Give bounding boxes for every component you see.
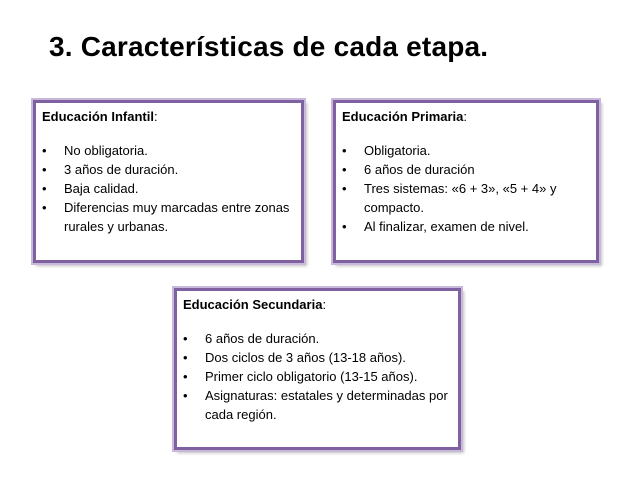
secundaria-heading-text: Educación Secundaria [183, 297, 323, 312]
list-item-text: Obligatoria. [364, 143, 431, 158]
primaria-heading [342, 108, 588, 125]
bullet-icon: • [183, 331, 188, 346]
list-item [342, 217, 588, 236]
bullet-icon: • [42, 143, 47, 158]
list-item-text: Diferencias muy marcadas entre zonas rurales y urbanas. [64, 200, 290, 234]
bullet-icon: • [183, 388, 188, 403]
infantil-heading [42, 108, 293, 125]
list-item-text: Asignaturas: estatales y determinadas por cada región. [205, 388, 448, 422]
list-item [42, 141, 293, 160]
infantil-heading-colon: : [153, 109, 158, 124]
list-item [342, 160, 588, 179]
primaria-heading-colon: : [463, 109, 468, 124]
list-item-text: 6 años de duración. [205, 331, 320, 346]
secundaria-heading [183, 296, 450, 313]
bullet-icon: • [183, 369, 188, 384]
list-item-text: Tres sistemas: «6 + 3», «5 + 4» y compacto. [364, 181, 557, 215]
bullet-icon: • [342, 162, 347, 177]
bullet-icon: • [183, 350, 188, 365]
bullet-icon: • [342, 143, 347, 158]
list-item-text: No obligatoria. [64, 143, 148, 158]
list-item [183, 348, 450, 367]
list-item [42, 160, 293, 179]
list-item-text: Primer ciclo obligatorio (13-15 años). [205, 369, 418, 384]
bullet-icon: • [42, 181, 47, 196]
list-item-text: Baja calidad. [64, 181, 139, 196]
infantil-list [42, 141, 293, 236]
primaria-list [342, 141, 588, 236]
list-item [183, 329, 450, 348]
primaria-box [333, 100, 599, 263]
list-item-text: 3 años de duración. [64, 162, 179, 177]
secundaria-box [174, 288, 461, 450]
list-item [42, 179, 293, 198]
infantil-box [33, 100, 304, 263]
secundaria-heading-colon: : [322, 297, 327, 312]
bullet-icon: • [342, 181, 347, 196]
bullet-icon: • [42, 200, 47, 215]
list-item-text: Al finalizar, examen de nivel. [364, 219, 529, 234]
bullet-icon: • [342, 219, 347, 234]
list-item [183, 386, 450, 424]
primaria-heading-text: Educación Primaria [342, 109, 464, 124]
list-item-text: 6 años de duración [364, 162, 475, 177]
secundaria-list [183, 329, 450, 424]
list-item-text: Dos ciclos de 3 años (13-18 años). [205, 350, 406, 365]
list-item [342, 141, 588, 160]
list-item [342, 179, 588, 217]
list-item [42, 198, 293, 236]
infantil-heading-text: Educación Infantil [42, 109, 154, 124]
slide-title: 3. Características de cada etapa. [49, 31, 489, 62]
bullet-icon: • [42, 162, 47, 177]
list-item [183, 367, 450, 386]
